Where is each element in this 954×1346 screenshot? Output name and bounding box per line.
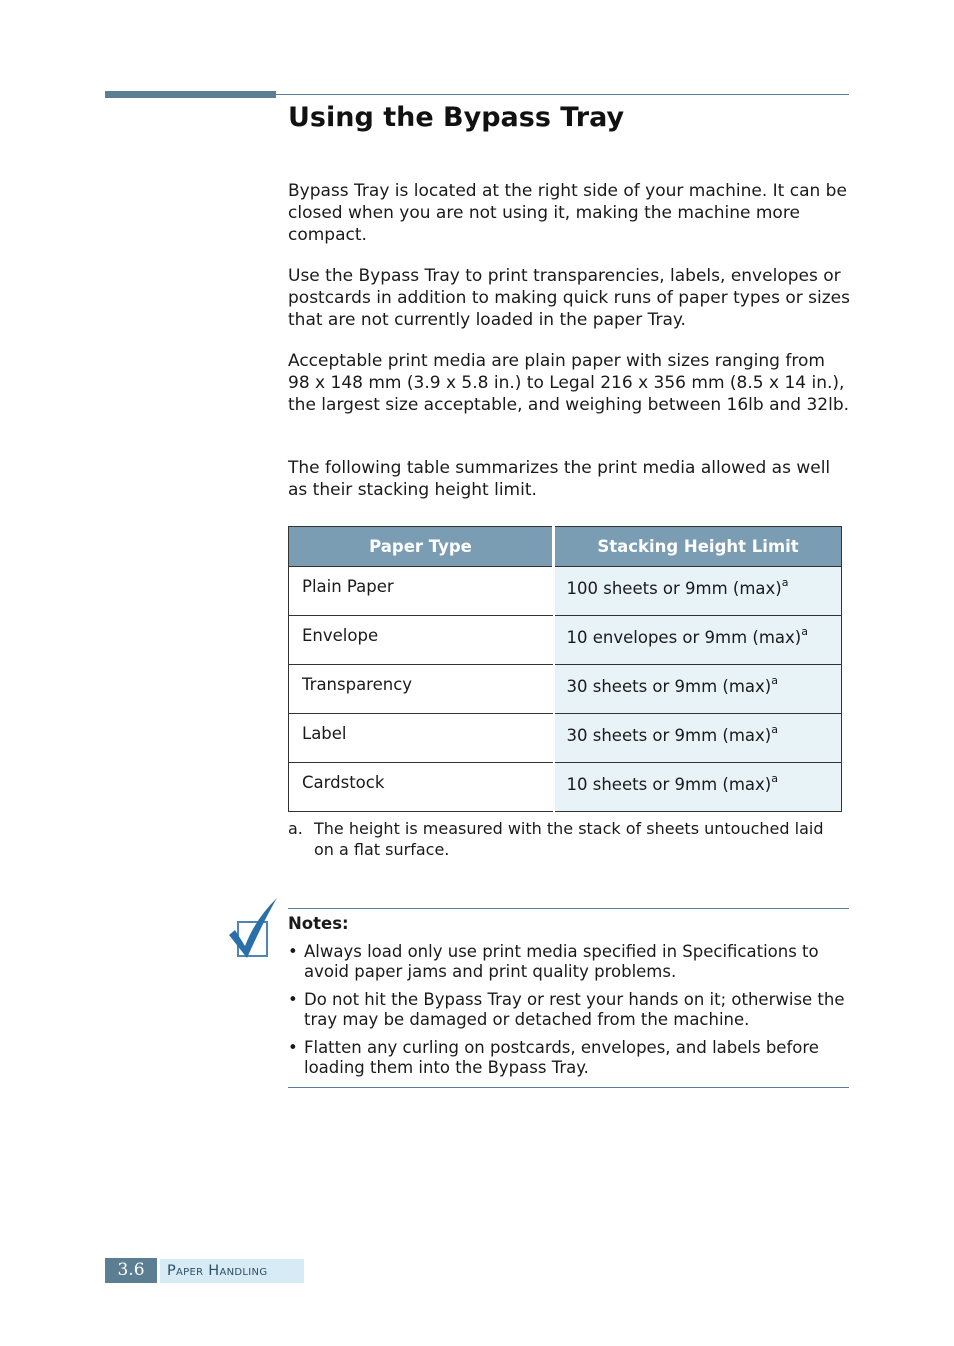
table-intro-paragraph: The following table summarizes the print media allowed as well as their stacking height limit. [288,458,831,500]
list-item [288,990,848,1030]
notes-bottom-rule [288,1087,849,1088]
footnote-mark: a. [288,819,303,838]
paper-type-cell: Envelope [289,616,554,665]
table-row [289,665,842,714]
note-text: Flatten any curling on postcards, envelopes, and labels before loading them into the Bypass Tray. [304,1038,819,1077]
table-row [289,763,842,812]
list-item [288,942,848,982]
table-row [289,714,842,763]
checkmark-icon [228,896,280,962]
table-header-row [289,527,842,567]
notes-heading: Notes: [288,914,349,933]
paper-type-cell: Transparency [289,665,554,714]
notes-top-rule [288,908,849,909]
stacking-limit-cell [554,714,842,763]
header-rule-thin [276,94,849,95]
stacking-limit-text: 30 sheets or 9mm (max) [566,726,772,745]
note-text: Always load only use print media specified in Specifications to avoid paper jams and print quality problems. [304,942,819,981]
stacking-limit-cell [554,763,842,812]
footnote-text: The height is measured with the stack of sheets untouched laid on a flat surface. [314,819,824,859]
stacking-limit-text: 100 sheets or 9mm (max) [566,579,782,598]
footnote-ref: a [771,772,778,785]
bullet: • [288,942,298,961]
column-header-paper-type: Paper Type [289,527,554,567]
bullet: • [288,990,298,1009]
paper-type-cell: Plain Paper [289,567,554,616]
stacking-limit-cell [554,665,842,714]
header-rule-thick [105,91,276,98]
footnote-ref: a [771,723,778,736]
intro-paragraph: Bypass Tray is located at the right side of your machine. It can be closed when you are not using it, making the machine more compact. [288,181,847,245]
footnote-ref: a [801,625,808,638]
table-row [289,567,842,616]
paper-type-cell: Label [289,714,554,763]
list-item [288,1038,848,1078]
usage-paragraph: Use the Bypass Tray to print transparencies, labels, envelopes or postcards in addition to making quick runs of paper types or sizes that are not currently loaded in the paper Tray. [288,266,850,330]
bullet: • [288,1038,298,1057]
notes-list [288,942,848,1086]
stacking-limit-text: 30 sheets or 9mm (max) [566,677,772,696]
media-size-paragraph: Acceptable print media are plain paper with sizes ranging from 98 x 148 mm (3.9 x 5.8 in.) to Legal 216 x 356 mm (8.5 x 14 in.), the largest size acceptable, and weighing between 16lb and 32lb. [288,351,850,415]
stacking-limit-text: 10 envelopes or 9mm (max) [566,628,802,647]
page-number: 3.6 [105,1258,157,1283]
note-text: Do not hit the Bypass Tray or rest your hands on it; otherwise the tray may be damaged or detached from the machine. [304,990,845,1029]
stacking-limit-cell [554,567,842,616]
footnote-ref: a [771,674,778,687]
table-row [289,616,842,665]
stacking-limit-cell [554,616,842,665]
footnote-ref: a [781,576,789,589]
table-footnote [288,818,848,860]
stacking-limit-table [288,526,842,812]
section-label: Paper Handling [160,1259,304,1283]
page-title: Using the Bypass Tray [288,102,625,133]
column-header-stacking-limit: Stacking Height Limit [554,527,842,567]
paper-type-cell: Cardstock [289,763,554,812]
stacking-limit-text: 10 sheets or 9mm (max) [566,775,772,794]
